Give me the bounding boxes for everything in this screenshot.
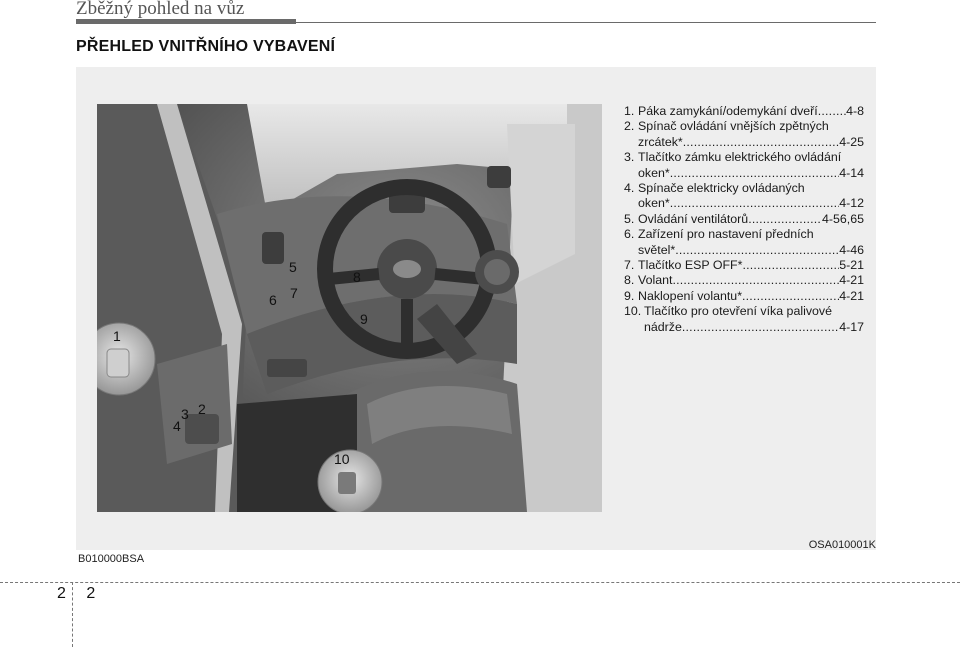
list-item: 5. Ovládání ventilátorů ..... 4-56,65 (624, 212, 864, 227)
footer-divider (0, 582, 960, 583)
callout-7: 7 (290, 285, 298, 301)
page-number: 2 2 (57, 585, 104, 602)
list-item: 10. Tlačítko pro otevření víka palivové nádrže ..... 4-17 (624, 304, 864, 335)
section-title: PŘEHLED VNITŘNÍHO VYBAVENÍ (76, 38, 336, 55)
header-rule-thin (296, 22, 876, 23)
callout-8: 8 (353, 269, 361, 285)
callout-6: 6 (269, 292, 277, 308)
callout-3: 3 (181, 406, 189, 422)
callout-10: 10 (334, 451, 350, 467)
list-item: 8. Volant ..... 4-21 (624, 273, 864, 288)
list-item: 7. Tlačítko ESP OFF* ..... 5-21 (624, 258, 864, 273)
callout-1: 1 (113, 328, 121, 344)
interior-photo (97, 104, 602, 512)
interior-illustration (97, 104, 602, 512)
callout-4: 4 (173, 418, 181, 434)
reference-list (624, 104, 864, 335)
callout-9: 9 (360, 311, 368, 327)
list-item: 9. Naklopení volantu* ..... 4-21 (624, 289, 864, 304)
list-item: 6. Zařízení pro nastavení předních světel* ..... 4-46 (624, 227, 864, 258)
list-item: 2. Spínač ovládání vnějších zpětných zrcátek* ..... 4-25 (624, 119, 864, 150)
chapter-header-title: Zběžný pohled na vůz (76, 0, 245, 19)
list-item: 3. Tlačítko zámku elektrického ovládání oken* ..... 4-14 (624, 150, 864, 181)
callout-5: 5 (289, 259, 297, 275)
section-code: B010000BSA (78, 553, 145, 565)
list-item: 4. Spínače elektricky ovládaných oken* ..... 4-12 (624, 181, 864, 212)
header-rule-thick (76, 19, 296, 24)
figure-code: OSA010001K (808, 539, 876, 551)
callout-2: 2 (198, 401, 206, 417)
list-item: 1. Páka zamykání/odemykání dveří ..... 4-8 (624, 104, 864, 119)
